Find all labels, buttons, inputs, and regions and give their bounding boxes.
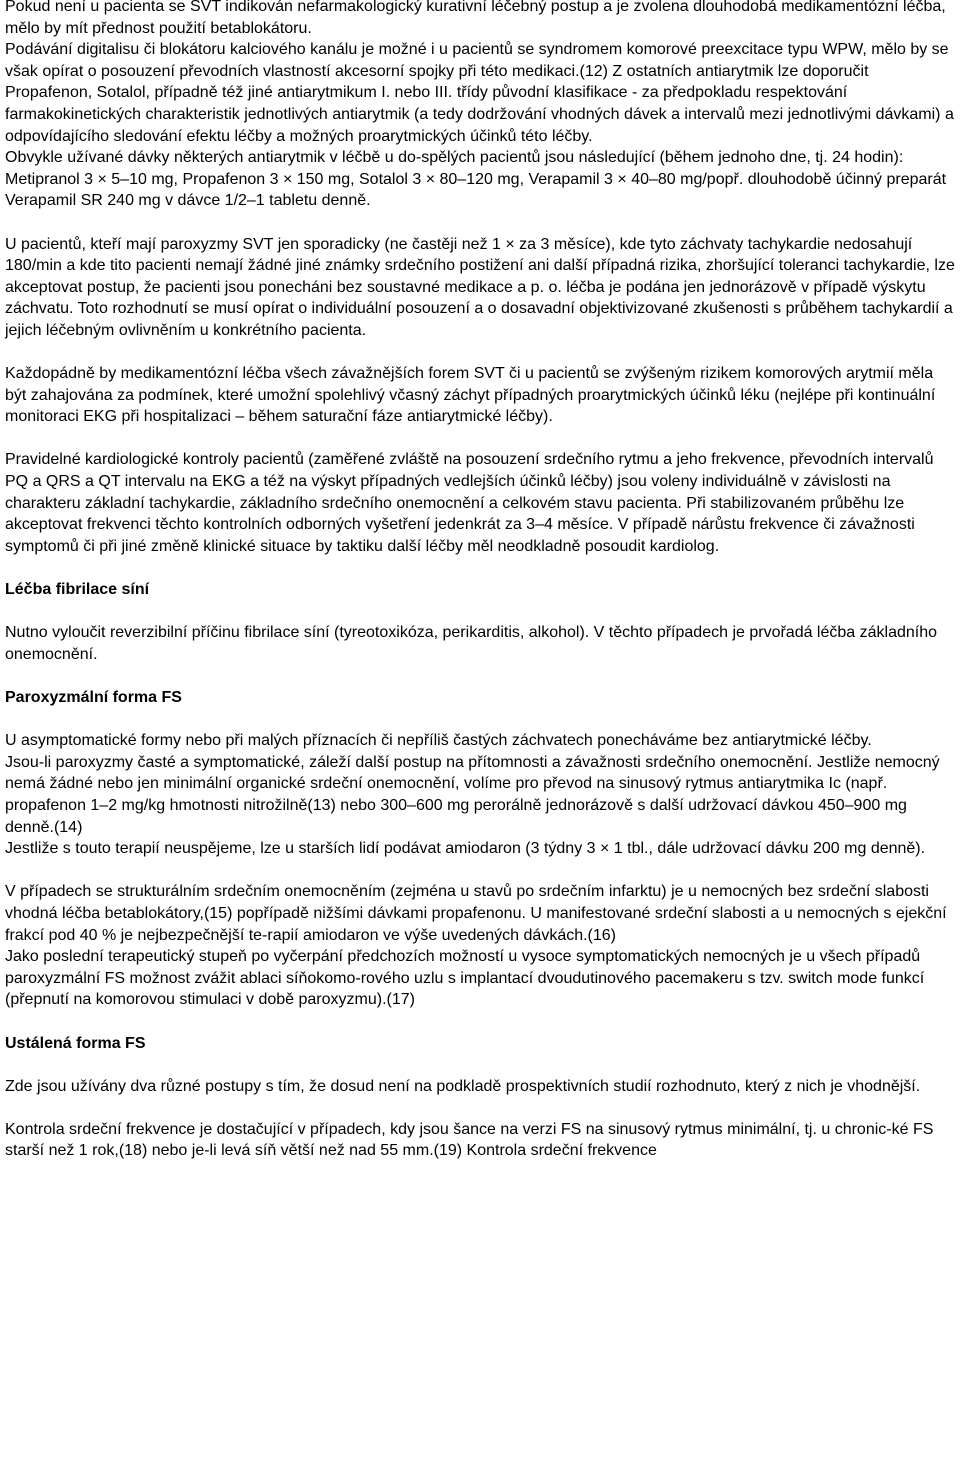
- heading-ustalena-forma: Ustálená forma FS: [5, 1034, 146, 1052]
- paragraph-kardiologicke-kontroly: Pravidelné kardiologické kontroly pacientů (zaměřené zvláště na posouzení srdečního rytmu a jeho frekvence, převodních intervalů PQ a QRS a QT intervalu na EKG a též na výskyt případných vedlejších účinků léčby) jsou voleny individuálně v závislosti na charakteru základní tachykardie, základního srdečního onemocnění a celkovém stavu pacienta. Při stabilizovaném průběhu lze akceptovat frekvenci těchto kontrolních odborných vyšetření jedenkrát za 3–4 měsíce. V případě nárůstu frekvence či závažnosti symptomů či při jiné změně klinické situace by taktiku další léčby měl neodkladně posoudit kardiolog.: [5, 451, 934, 555]
- spacer: [5, 1054, 957, 1076]
- spacer: [5, 557, 957, 579]
- paragraph-ablace: Jako poslední terapeutický stupeň po vyčerpání předchozích možností u vysoce symptomatických nemocných je u všech případů paroxyzmální FS možnost zvážit ablaci síňokomo-rového uzlu s implantací dvoudutinového pacemakeru s tzv. switch mode funkcí (přepnutí na komorovou stimulaci v době paroxyzmu).(17): [5, 948, 925, 1009]
- spacer: [5, 665, 957, 687]
- paragraph-davky-intro: Obvykle užívané dávky některých antiarytmik v léčbě u do-spělých pacientů jsou následující (během jednoho dne, tj. 24 hodin):: [5, 149, 904, 167]
- spacer: [5, 1097, 957, 1119]
- heading-lecba-fibrilace-sini: Léčba fibrilace síní: [5, 581, 150, 599]
- paragraph-medikace-betablokator: Pokud není u pacienta se SVT indikován nefarmakologický kurativní léčebný postup a je zvolena dlouhodobá medikamentózní léčba, mělo by mít přednost použití betablokátoru.: [5, 0, 946, 37]
- spacer: [5, 428, 957, 450]
- paragraph-asymptomaticka-forma: U asymptomatické formy nebo při malých příznacích či nepříliš častých záchvatech ponecháváme bez antiarytmické léčby.: [5, 732, 872, 750]
- spacer: [5, 212, 957, 234]
- heading-paroxyzmalni-forma: Paroxyzmální forma FS: [5, 689, 182, 706]
- paragraph-amiodaron: Jestliže s touto terapií neuspějeme, lze u starších lidí podávat amiodaron (3 týdny 3 × 1 tbl., dále udržovací dávku 200 mg denně).: [5, 840, 926, 858]
- spacer: [5, 1011, 957, 1033]
- paragraph-reverzibilni-pricina: Nutno vyloučit reverzibilní příčinu fibrilace síní (tyreotoxikóza, perikarditis, alkohol). V těchto případech je prvořadá léčba základního onemocnění.: [5, 624, 938, 663]
- document-page: [5, 0, 957, 1162]
- spacer: [5, 709, 957, 731]
- paragraph-kontrola-frekvence: Kontrola srdeční frekvence je dostačující v případech, kdy jsou šance na verzi FS na sinusový rytmus minimální, tj. u chronic-ké FS starší než 1 rok,(18) nebo je-li levá síň větší než nad 55 mm.(19) Kontrola srdeční frekvence: [5, 1120, 934, 1160]
- spacer: [5, 342, 957, 364]
- spacer: [5, 601, 957, 623]
- paragraph-caste-paroxyzmy: Jsou-li paroxyzmy časté a symptomatické, záleží další postup na přítomnosti a závažnosti srdečního onemocnění. Jestliže nemocný nemá žádné nebo jen minimální organické srdeční onemocnění, volíme pro převod na sinusový rytmus antiarytmika Ic (např. propafenon 1–2 mg/kg hmotnosti nitrožilně(13) nebo 300–600 mg perorálně jednorázově s další udržovací dávkou 450–900 mg denně.(14): [5, 753, 940, 836]
- paragraph-sporadicke-paroxyzmy: U pacientů, kteří mají paroxyzmy SVT jen sporadicky (ne častěji než 1 × za 3 měsíce), kde tyto záchvaty tachykardie nedosahují 180/min a kde tito pacienti nemají žádné jiné známky srdečního postižení ani další případná rizika, zhoršující toleranci tachykardie, lze akceptovat postup, že pacienti jsou ponecháni bez soustavné medikace a p. o. léčba je podána jen jednorázově v případě výskytu záchvatu. Toto rozhodnutí se musí opírat o individuální posouzení a o dosavadní objektivizované zkušenosti s průběhem tachykardií a jejich léčebným ovlivněním u konkrétního pacienta.: [5, 235, 955, 339]
- paragraph-strukturalni-onemocneni: V případech se strukturálním srdečním onemocněním (zejména u stavů po srdečním infarktu) je u nemocných bez srdeční slabosti vhodná léčba betablokátory,(15) popřípadě nižšími dávkami propafenonu. U manifestované srdeční slabosti a u nemocných s ejekční frakcí pod 40 % je nejbezpečnější te-rapií amiodaron ve výše uvedených dávkách.(16): [5, 883, 947, 944]
- paragraph-dva-postupy: Zde jsou užívány dva různé postupy s tím, že dosud není na podkladě prospektivních studií rozhodnuto, který z nich je vhodnější.: [5, 1077, 921, 1095]
- paragraph-davky-list: Metipranol 3 × 5–10 mg, Propafenon 3 × 150 mg, Sotalol 3 × 80–120 mg, Verapamil 3 × 40–80 mg/popř. dlouhodobě účinný preparát Verapamil SR 240 mg v dávce 1/2–1 tabletu denně.: [5, 170, 947, 210]
- paragraph-digitalis-wpw: Podávání digitalisu či blokátoru kalciového kanálu je možné i u pacientů se syndromem komorové preexcitace typu WPW, mělo by se však opírat o posouzení převodních vlastností akcesorní spojky při této medikaci.(12) Z ostatních antiarytmik lze doporučit Propafenon, Sotalol, případně též jiné antiarytmikum I. nebo III. třídy původní klasifikace - za předpokladu respektování farmakokinetických charakteristik jednotlivých antiarytmik (a tedy dodržování vhodných dávek a intervalů mezi jednotlivými dávkami) a odpovídajícího sledování efektu léčby a možných proarytmických účinků této léčby.: [5, 41, 954, 145]
- paragraph-zahajeni-lecby: Každopádně by medikamentózní léčba všech závažnějších forem SVT či u pacientů se zvýšeným rizikem komorových arytmií měla být zahajována za podmínek, které umožní spolehlivý včasný záchyt případných proarytmických účinků léku (nejlépe při kontinuální monitoraci EKG při hospitalizaci – během saturační fáze antiarytmické léčby).: [5, 365, 936, 426]
- spacer: [5, 860, 957, 882]
